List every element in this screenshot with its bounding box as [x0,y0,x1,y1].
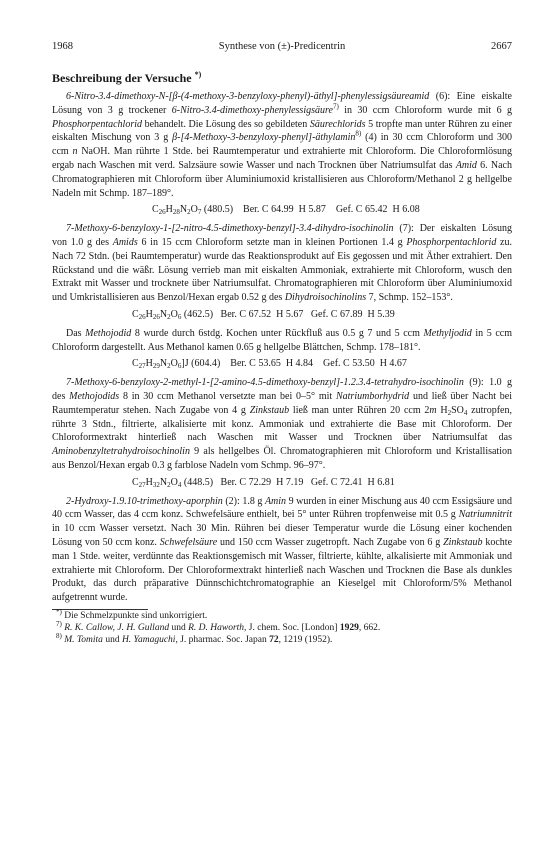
paragraph-tetrahydroisoquinoline: 7-Methoxy-6-benzyloxy-2-methyl-1-[2-amino-4.5-dimethoxy-benzyl]-1.2.3.4-tetrahydro-isochinolin (9): 1.0 g des Methojodids 8 in 30 ccm Methanol versetzte man bei 0–5° mit Natriumborhydrid und ließ über Nacht bei Raumtemperatur stehen. Nach Zugabe von 4 g Zinkstaub ließ man unter Rühren 20 ccm 2m $H_2SO_4$ zutropfen, rührte 3 Stdn., filtrierte, alkalisierte mit konz. Ammoniak und extrahierte die Base mit Chloroform. Der Chloroformextrakt hinterließ nach Waschen mit Wasser und Trocknen über Natriumsulfat das Aminobenzyltetrahydroisochinolin 9 als hellgelbes Öl. Chromatographieren mit Chloroform und Kristallisation aus Benzol/Hexan ergab 0.3 g farblose Nadeln vom Schmp. 96–97°. [52,377,513,471]
footnote-ref-7: $^{7)}$ R. K. Callow, J. H. Gulland und R. D. Haworth, J. chem. Soc. [London] 1929, 662. [56,619,381,634]
paragraph-dihydroisoquinoline: 7-Methoxy-6-benzyloxy-1-[2-nitro-4.5-dimethoxy-benzyl]-3.4-dihydro-isochinolin (7): Der eiskalten Lösung von 1.0 g des Amids 6 in 15 ccm Chloroform setzte man in kleinen Portionen 1.4 g Phosphorpentachlorid zu. Nach 72 Stdn. (bei Raumtemperatur) wurde das Reaktionsprodukt auf Eis gegossen und mit Äther extrahiert. Den Rückstand und die wäßr. Lösung verrieb man mit eiskalten Ammoniak, extrahierte mit Chloroform, wusch den Extrakt mit Wasser und trocknete über Natriumsulfat. Chromatographieren mit Chloroform über Aluminiumoxid und Umkristallisieren aus Benzol/Hexan ergab 0.52 g des Dihydroisochinolins 7, Schmp. 152–153°. [52,223,512,304]
elemental-analysis-dihydroisoquinoline: $C_{26}H_{26}N_2O_6$ (462.5) Ber. C 67.52 H 5.67 Gef. C 67.89 H 5.39 [132,308,395,321]
footnote-ref-8: $^{8)}$ M. Tomita und H. Yamaguchi, J. pharmac. Soc. Japan 72, 1219 (1952). [56,632,333,646]
year: 1968 [52,41,73,52]
running-title: Synthese von (±)-Predicentrin [218,41,346,52]
paragraph-methiodide: Das Methojodid 8 wurde durch 6stdg. Kochen unter Rückfluß aus 0.5 g 7 und 5 ccm Methyljodid in 5 ccm Chloroform dargestellt. Aus Methanol kamen 0.65 g hellgelbe Blättchen, Schmp. 178–181°. [52,327,512,353]
running-head [52,40,512,53]
page-number: 2667 [490,41,512,52]
section-title: Beschreibung der Versuche *) [52,70,202,85]
paragraph-aporphine: 2-Hydroxy-1.9.10-trimethoxy-aporphin (2): 1.8 g Amin 9 wurden in einer Mischung aus 40 ccm Essigsäure und 40 ccm Wasser, das 4 ccm konz. Schwefelsäure enthielt, bei 5° unter Rühren tropfenweise mit 0.5 g Natriumnitrit in 10 ccm Wasser versetzt. Nach 30 Min. Rühren bei dieser Temperatur wurde die Lösung einer kochenden Lösung von 50 ccm konz. Schwefelsäure und 150 ccm Wasser zugetropft. Nach Zugabe von 6 g Zinkstaub kochte man 1 Stde. weiter, verdünnte das Reaktionsgemisch mit Wasser, filtrierte, kühlte, alkalisierte mit Ammoniak und extrahierte mit Chloroform. Der Chloroformextrakt hinterließ nach Waschen und Trocknen die Base als dunkles Produkt, das durch präparative Dünnschichtchromatographie an Kieselgel mit Chloroform/5% Methanol aufgetrennt wurde. [52,495,513,604]
section-footnote-mark: *) [194,70,202,79]
elemental-analysis-methiodide: $C_{27}H_{29}N_2O_6]J$ (604.4) Ber. C 53.65 H 4.84 Gef. C 53.50 H 4.67 [132,358,407,371]
elemental-analysis-amide: $C_{26}H_{28}N_2O_7$ (480.5) Ber. C 64.99 H 5.87 Gef. C 65.42 H 6.08 [152,204,420,217]
paragraph-amide: 6-Nitro-3.4-dimethoxy-N-[β-(4-methoxy-3-benzyloxy-phenyl)-äthyl]-phenylessigsäureamid (6): Eine eiskalte Lösung von 3 g trockener 6-Nitro-3.4-dimethoxy-phenylessigsäure$^{7)}$ in 30 ccm Chloroform wurde mit 6 g Phosphorpentachlorid behandelt. Die Lösung des so gebildeten Säurechlorids 5 tropfte man unter Rühren zu einer eiskalten Mischung von 3 g β-[4-Methoxy-3-benzyloxy-phenyl]-äthylamin$^{8)}$ (4) in 30 ccm Chloroform und 300 ccm n NaOH. Man rührte 1 Stde. bei Raumtemperatur und extrahierte mit Chloroform. Die Chloroformlösung ergab nach Waschen mit verd. Salzsäure sowie Wasser und nach Trocknen über Natriumsulfat das Amid 6. Nach Chromatographieren mit Chloroform über Aluminiumoxid kristallisieren aus Chloroform/Methanol 2 g hellgelbe Nadeln mit Schmp. 187–189°. [52,91,513,199]
elemental-analysis-tetrahydroisoquinoline: $C_{27}H_{32}N_2O_4$ (448.5) Ber. C 72.29 H 7.19 Gef. C 72.41 H 6.81 [132,476,395,489]
footnote-melting-points: *) Die Schmelzpunkte sind unkorrigiert. [56,607,208,621]
page [52,40,512,647]
